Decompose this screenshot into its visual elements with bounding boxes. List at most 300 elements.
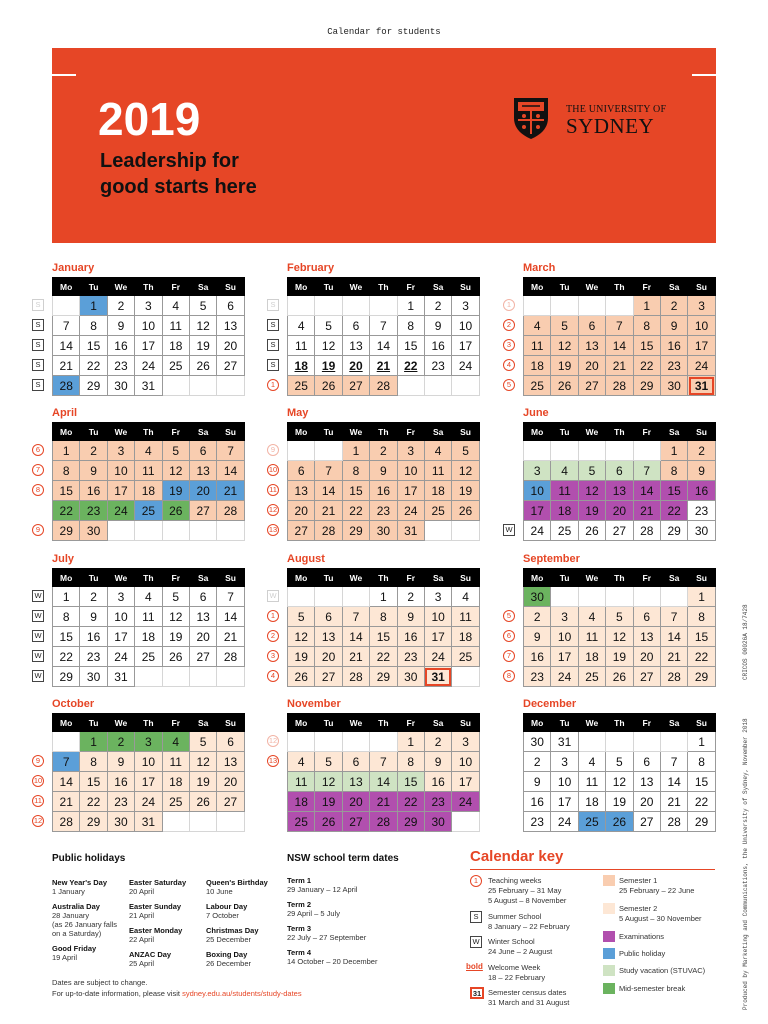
day-cell[interactable]: 29: [633, 376, 660, 396]
day-cell[interactable]: 1: [688, 587, 715, 607]
day-cell[interactable]: 16: [107, 336, 134, 356]
day-cell[interactable]: 10: [424, 607, 451, 627]
day-cell[interactable]: 30: [424, 812, 451, 832]
day-cell[interactable]: 19: [606, 647, 633, 667]
day-cell[interactable]: 26: [606, 812, 633, 832]
day-cell[interactable]: 19: [162, 481, 189, 501]
day-cell[interactable]: 22: [342, 501, 369, 521]
day-cell[interactable]: 8: [688, 752, 715, 772]
day-cell[interactable]: 21: [370, 356, 397, 376]
day-cell[interactable]: 27: [217, 792, 244, 812]
day-cell[interactable]: 27: [189, 647, 216, 667]
day-cell[interactable]: 18: [135, 627, 162, 647]
day-cell[interactable]: 30: [80, 667, 107, 687]
day-cell[interactable]: 14: [342, 627, 369, 647]
day-cell[interactable]: 8: [80, 752, 107, 772]
day-cell[interactable]: 13: [342, 772, 369, 792]
day-cell[interactable]: 14: [53, 336, 80, 356]
day-cell[interactable]: 20: [633, 647, 660, 667]
day-cell[interactable]: 9: [524, 772, 551, 792]
day-cell[interactable]: 4: [551, 461, 578, 481]
day-cell[interactable]: 3: [107, 441, 134, 461]
day-cell[interactable]: 8: [370, 607, 397, 627]
day-cell[interactable]: 31: [135, 376, 162, 396]
day-cell[interactable]: 7: [606, 316, 633, 336]
day-cell[interactable]: 29: [397, 812, 424, 832]
day-cell[interactable]: 8: [80, 316, 107, 336]
day-cell[interactable]: 26: [578, 521, 605, 541]
day-cell[interactable]: 25: [578, 812, 605, 832]
day-cell[interactable]: 12: [189, 316, 216, 336]
day-cell[interactable]: 26: [452, 501, 479, 521]
day-cell[interactable]: 12: [578, 481, 605, 501]
day-cell[interactable]: 23: [424, 356, 451, 376]
day-cell[interactable]: 9: [424, 316, 451, 336]
day-cell[interactable]: 5: [315, 752, 342, 772]
day-cell[interactable]: 12: [551, 336, 578, 356]
day-cell[interactable]: 10: [551, 772, 578, 792]
day-cell[interactable]: 5: [315, 316, 342, 336]
day-cell[interactable]: 26: [288, 667, 315, 687]
day-cell[interactable]: 23: [370, 501, 397, 521]
day-cell[interactable]: 20: [315, 647, 342, 667]
day-cell[interactable]: 10: [107, 607, 134, 627]
day-cell[interactable]: 9: [80, 461, 107, 481]
day-cell[interactable]: 10: [551, 627, 578, 647]
day-cell[interactable]: 4: [424, 441, 451, 461]
day-cell[interactable]: 15: [342, 481, 369, 501]
day-cell[interactable]: 13: [633, 627, 660, 647]
day-cell[interactable]: 22: [688, 647, 715, 667]
day-cell[interactable]: 29: [688, 812, 715, 832]
day-cell[interactable]: 14: [315, 481, 342, 501]
day-cell[interactable]: 21: [342, 647, 369, 667]
day-cell[interactable]: 4: [162, 296, 189, 316]
day-cell[interactable]: 18: [578, 647, 605, 667]
day-cell[interactable]: 28: [370, 812, 397, 832]
day-cell[interactable]: 18: [578, 792, 605, 812]
day-cell[interactable]: 13: [342, 336, 369, 356]
day-cell[interactable]: 18: [162, 336, 189, 356]
day-cell[interactable]: 6: [189, 587, 216, 607]
day-cell[interactable]: 2: [424, 296, 451, 316]
day-cell[interactable]: 18: [162, 772, 189, 792]
day-cell[interactable]: 23: [107, 792, 134, 812]
day-cell[interactable]: 30: [688, 521, 715, 541]
day-cell[interactable]: 31: [551, 732, 578, 752]
study-dates-link[interactable]: sydney.edu.au/students/study-dates: [182, 989, 302, 998]
day-cell[interactable]: 6: [342, 316, 369, 336]
day-cell[interactable]: 5: [189, 296, 216, 316]
day-cell[interactable]: 28: [370, 376, 397, 396]
day-cell[interactable]: 15: [397, 336, 424, 356]
day-cell[interactable]: 19: [606, 792, 633, 812]
day-cell[interactable]: 17: [688, 336, 715, 356]
day-cell[interactable]: 27: [633, 812, 660, 832]
day-cell[interactable]: 11: [288, 772, 315, 792]
day-cell[interactable]: 21: [660, 647, 687, 667]
day-cell[interactable]: 9: [688, 461, 715, 481]
day-cell[interactable]: 12: [606, 772, 633, 792]
day-cell[interactable]: 27: [578, 376, 605, 396]
day-cell[interactable]: 23: [397, 647, 424, 667]
day-cell[interactable]: 20: [633, 792, 660, 812]
day-cell[interactable]: 14: [660, 627, 687, 647]
day-cell[interactable]: 11: [551, 481, 578, 501]
day-cell[interactable]: 17: [107, 481, 134, 501]
day-cell[interactable]: 25: [452, 647, 479, 667]
day-cell[interactable]: 15: [397, 772, 424, 792]
day-cell[interactable]: 15: [370, 627, 397, 647]
day-cell[interactable]: 11: [162, 752, 189, 772]
day-cell[interactable]: 10: [452, 752, 479, 772]
day-cell[interactable]: 26: [189, 356, 216, 376]
day-cell[interactable]: 28: [342, 667, 369, 687]
day-cell[interactable]: 1: [80, 732, 107, 752]
day-cell[interactable]: 30: [107, 812, 134, 832]
day-cell[interactable]: 9: [370, 461, 397, 481]
day-cell[interactable]: 29: [370, 667, 397, 687]
day-cell[interactable]: 26: [551, 376, 578, 396]
day-cell[interactable]: 27: [606, 521, 633, 541]
day-cell[interactable]: 9: [107, 316, 134, 336]
day-cell[interactable]: 16: [524, 792, 551, 812]
day-cell[interactable]: 8: [397, 316, 424, 336]
day-cell[interactable]: 2: [107, 732, 134, 752]
day-cell[interactable]: 11: [135, 461, 162, 481]
day-cell[interactable]: 25: [162, 356, 189, 376]
day-cell[interactable]: 22: [397, 792, 424, 812]
day-cell[interactable]: 20: [606, 501, 633, 521]
day-cell[interactable]: 15: [80, 336, 107, 356]
day-cell[interactable]: 16: [524, 647, 551, 667]
day-cell[interactable]: 14: [217, 607, 244, 627]
day-cell[interactable]: 30: [397, 667, 424, 687]
day-cell[interactable]: 30: [370, 521, 397, 541]
day-cell[interactable]: 2: [524, 607, 551, 627]
day-cell[interactable]: 24: [424, 647, 451, 667]
day-cell[interactable]: 29: [53, 667, 80, 687]
day-cell[interactable]: 4: [524, 316, 551, 336]
day-cell[interactable]: 29: [342, 521, 369, 541]
day-cell[interactable]: 7: [217, 587, 244, 607]
day-cell[interactable]: 21: [660, 792, 687, 812]
day-cell[interactable]: 16: [424, 336, 451, 356]
day-cell[interactable]: 6: [315, 607, 342, 627]
day-cell[interactable]: 20: [217, 336, 244, 356]
day-cell[interactable]: 21: [633, 501, 660, 521]
day-cell[interactable]: 12: [288, 627, 315, 647]
day-cell[interactable]: 18: [524, 356, 551, 376]
day-cell[interactable]: 6: [578, 316, 605, 336]
day-cell[interactable]: 11: [288, 336, 315, 356]
day-cell[interactable]: 24: [397, 501, 424, 521]
day-cell[interactable]: 25: [524, 376, 551, 396]
day-cell[interactable]: 28: [606, 376, 633, 396]
day-cell[interactable]: 19: [315, 356, 342, 376]
day-cell[interactable]: 29: [80, 376, 107, 396]
day-cell[interactable]: 11: [578, 772, 605, 792]
day-cell[interactable]: 27: [217, 356, 244, 376]
day-cell[interactable]: 18: [288, 792, 315, 812]
day-cell[interactable]: 19: [315, 792, 342, 812]
day-cell[interactable]: 25: [578, 667, 605, 687]
day-cell[interactable]: 13: [606, 481, 633, 501]
day-cell[interactable]: 16: [80, 481, 107, 501]
day-cell[interactable]: 10: [397, 461, 424, 481]
day-cell[interactable]: 21: [53, 792, 80, 812]
day-cell[interactable]: 7: [660, 752, 687, 772]
day-cell[interactable]: 7: [342, 607, 369, 627]
day-cell[interactable]: 2: [107, 296, 134, 316]
day-cell[interactable]: 17: [397, 481, 424, 501]
day-cell[interactable]: 12: [189, 752, 216, 772]
day-cell[interactable]: 25: [424, 501, 451, 521]
day-cell[interactable]: 5: [578, 461, 605, 481]
day-cell[interactable]: 3: [551, 752, 578, 772]
day-cell[interactable]: 10: [107, 461, 134, 481]
day-cell[interactable]: 8: [53, 461, 80, 481]
day-cell[interactable]: 27: [315, 667, 342, 687]
day-cell[interactable]: 28: [633, 521, 660, 541]
day-cell[interactable]: 11: [135, 607, 162, 627]
day-cell[interactable]: 3: [551, 607, 578, 627]
day-cell[interactable]: 9: [80, 607, 107, 627]
day-cell[interactable]: 26: [162, 647, 189, 667]
day-cell[interactable]: 13: [217, 752, 244, 772]
day-cell[interactable]: 18: [288, 356, 315, 376]
day-cell[interactable]: 5: [551, 316, 578, 336]
day-cell[interactable]: 20: [578, 356, 605, 376]
day-cell[interactable]: 11: [424, 461, 451, 481]
day-cell[interactable]: 30: [660, 376, 687, 396]
day-cell[interactable]: 2: [80, 441, 107, 461]
day-cell[interactable]: 31: [688, 376, 715, 396]
day-cell[interactable]: 29: [80, 812, 107, 832]
day-cell[interactable]: 3: [107, 587, 134, 607]
day-cell[interactable]: 22: [53, 501, 80, 521]
day-cell[interactable]: 1: [80, 296, 107, 316]
day-cell[interactable]: 14: [370, 336, 397, 356]
day-cell[interactable]: 22: [633, 356, 660, 376]
day-cell[interactable]: 17: [551, 792, 578, 812]
day-cell[interactable]: 18: [452, 627, 479, 647]
day-cell[interactable]: 20: [342, 356, 369, 376]
day-cell[interactable]: 26: [315, 376, 342, 396]
day-cell[interactable]: 1: [53, 587, 80, 607]
day-cell[interactable]: 25: [288, 376, 315, 396]
day-cell[interactable]: 20: [189, 481, 216, 501]
day-cell[interactable]: 28: [217, 501, 244, 521]
day-cell[interactable]: 28: [660, 667, 687, 687]
day-cell[interactable]: 5: [606, 752, 633, 772]
day-cell[interactable]: 3: [524, 461, 551, 481]
day-cell[interactable]: 21: [217, 627, 244, 647]
day-cell[interactable]: 1: [633, 296, 660, 316]
day-cell[interactable]: 27: [342, 812, 369, 832]
day-cell[interactable]: 30: [107, 376, 134, 396]
day-cell[interactable]: 31: [135, 812, 162, 832]
day-cell[interactable]: 25: [135, 647, 162, 667]
day-cell[interactable]: 25: [135, 501, 162, 521]
day-cell[interactable]: 9: [397, 607, 424, 627]
day-cell[interactable]: 12: [315, 336, 342, 356]
day-cell[interactable]: 22: [660, 501, 687, 521]
day-cell[interactable]: 8: [342, 461, 369, 481]
day-cell[interactable]: 3: [397, 441, 424, 461]
day-cell[interactable]: 18: [551, 501, 578, 521]
day-cell[interactable]: 13: [315, 627, 342, 647]
day-cell[interactable]: 7: [217, 441, 244, 461]
day-cell[interactable]: 2: [397, 587, 424, 607]
day-cell[interactable]: 12: [452, 461, 479, 481]
day-cell[interactable]: 16: [688, 481, 715, 501]
day-cell[interactable]: 29: [688, 667, 715, 687]
day-cell[interactable]: 4: [135, 587, 162, 607]
day-cell[interactable]: 16: [107, 772, 134, 792]
day-cell[interactable]: 16: [397, 627, 424, 647]
day-cell[interactable]: 14: [370, 772, 397, 792]
day-cell[interactable]: 12: [315, 772, 342, 792]
day-cell[interactable]: 26: [189, 792, 216, 812]
day-cell[interactable]: 13: [189, 607, 216, 627]
day-cell[interactable]: 15: [688, 772, 715, 792]
day-cell[interactable]: 4: [578, 752, 605, 772]
day-cell[interactable]: 29: [53, 521, 80, 541]
day-cell[interactable]: 19: [452, 481, 479, 501]
day-cell[interactable]: 24: [452, 356, 479, 376]
day-cell[interactable]: 1: [397, 296, 424, 316]
day-cell[interactable]: 16: [424, 772, 451, 792]
day-cell[interactable]: 31: [424, 667, 451, 687]
day-cell[interactable]: 27: [342, 376, 369, 396]
day-cell[interactable]: 9: [107, 752, 134, 772]
day-cell[interactable]: 15: [633, 336, 660, 356]
day-cell[interactable]: 17: [424, 627, 451, 647]
day-cell[interactable]: 12: [606, 627, 633, 647]
day-cell[interactable]: 1: [660, 441, 687, 461]
day-cell[interactable]: 10: [452, 316, 479, 336]
day-cell[interactable]: 3: [688, 296, 715, 316]
day-cell[interactable]: 11: [578, 627, 605, 647]
day-cell[interactable]: 25: [288, 812, 315, 832]
university-logo[interactable]: [512, 96, 672, 141]
day-cell[interactable]: 21: [315, 501, 342, 521]
day-cell[interactable]: 17: [452, 772, 479, 792]
day-cell[interactable]: 28: [53, 376, 80, 396]
day-cell[interactable]: 31: [397, 521, 424, 541]
day-cell[interactable]: 1: [53, 441, 80, 461]
day-cell[interactable]: 21: [606, 356, 633, 376]
day-cell[interactable]: 21: [370, 792, 397, 812]
day-cell[interactable]: 4: [452, 587, 479, 607]
day-cell[interactable]: 25: [162, 792, 189, 812]
day-cell[interactable]: 24: [107, 501, 134, 521]
day-cell[interactable]: 5: [162, 441, 189, 461]
day-cell[interactable]: 14: [606, 336, 633, 356]
day-cell[interactable]: 22: [370, 647, 397, 667]
day-cell[interactable]: 2: [80, 587, 107, 607]
day-cell[interactable]: 25: [551, 521, 578, 541]
day-cell[interactable]: 13: [633, 772, 660, 792]
day-cell[interactable]: 22: [53, 647, 80, 667]
day-cell[interactable]: 28: [53, 812, 80, 832]
day-cell[interactable]: 24: [524, 521, 551, 541]
day-cell[interactable]: 5: [606, 607, 633, 627]
day-cell[interactable]: 6: [217, 732, 244, 752]
day-cell[interactable]: 20: [288, 501, 315, 521]
day-cell[interactable]: 15: [80, 772, 107, 792]
day-cell[interactable]: 13: [189, 461, 216, 481]
day-cell[interactable]: 22: [688, 792, 715, 812]
day-cell[interactable]: 13: [217, 316, 244, 336]
day-cell[interactable]: 2: [370, 441, 397, 461]
day-cell[interactable]: 26: [162, 501, 189, 521]
day-cell[interactable]: 14: [217, 461, 244, 481]
day-cell[interactable]: 20: [217, 772, 244, 792]
day-cell[interactable]: 31: [107, 667, 134, 687]
day-cell[interactable]: 6: [342, 752, 369, 772]
day-cell[interactable]: 7: [633, 461, 660, 481]
day-cell[interactable]: 28: [315, 521, 342, 541]
day-cell[interactable]: 3: [452, 296, 479, 316]
day-cell[interactable]: 20: [189, 627, 216, 647]
day-cell[interactable]: 28: [217, 647, 244, 667]
day-cell[interactable]: 2: [424, 732, 451, 752]
day-cell[interactable]: 23: [524, 812, 551, 832]
day-cell[interactable]: 5: [452, 441, 479, 461]
day-cell[interactable]: 9: [424, 752, 451, 772]
day-cell[interactable]: 2: [688, 441, 715, 461]
day-cell[interactable]: 3: [135, 296, 162, 316]
day-cell[interactable]: 28: [660, 812, 687, 832]
day-cell[interactable]: 14: [660, 772, 687, 792]
day-cell[interactable]: 9: [660, 316, 687, 336]
day-cell[interactable]: 20: [342, 792, 369, 812]
day-cell[interactable]: 19: [189, 772, 216, 792]
day-cell[interactable]: 24: [135, 792, 162, 812]
day-cell[interactable]: 23: [80, 647, 107, 667]
day-cell[interactable]: 6: [288, 461, 315, 481]
day-cell[interactable]: 8: [660, 461, 687, 481]
day-cell[interactable]: 7: [53, 752, 80, 772]
day-cell[interactable]: 23: [107, 356, 134, 376]
day-cell[interactable]: 17: [135, 772, 162, 792]
day-cell[interactable]: 19: [162, 627, 189, 647]
day-cell[interactable]: 4: [578, 607, 605, 627]
day-cell[interactable]: 8: [53, 607, 80, 627]
day-cell[interactable]: 23: [524, 667, 551, 687]
day-cell[interactable]: 3: [452, 732, 479, 752]
day-cell[interactable]: 13: [578, 336, 605, 356]
day-cell[interactable]: 4: [162, 732, 189, 752]
day-cell[interactable]: 8: [633, 316, 660, 336]
day-cell[interactable]: 21: [217, 481, 244, 501]
day-cell[interactable]: 1: [397, 732, 424, 752]
day-cell[interactable]: 23: [80, 501, 107, 521]
day-cell[interactable]: 16: [370, 481, 397, 501]
day-cell[interactable]: 17: [107, 627, 134, 647]
day-cell[interactable]: 15: [53, 627, 80, 647]
day-cell[interactable]: 12: [162, 607, 189, 627]
day-cell[interactable]: 7: [660, 607, 687, 627]
day-cell[interactable]: 11: [524, 336, 551, 356]
day-cell[interactable]: 7: [370, 316, 397, 336]
day-cell[interactable]: 6: [606, 461, 633, 481]
day-cell[interactable]: 1: [688, 732, 715, 752]
day-cell[interactable]: 18: [135, 481, 162, 501]
day-cell[interactable]: 6: [217, 296, 244, 316]
